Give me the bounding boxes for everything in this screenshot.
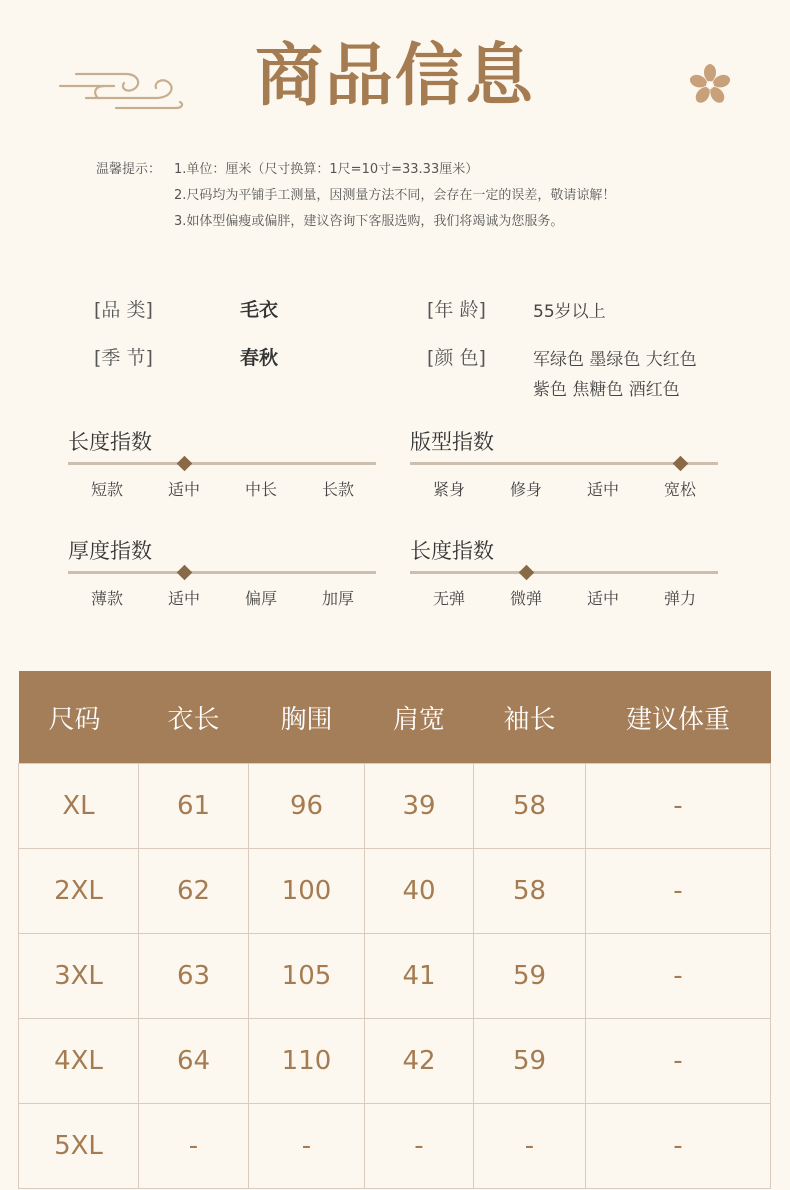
color-value-line-1: 军绿色 墨绿色 大红色: [533, 350, 697, 370]
fit-index-option: 修身: [509, 480, 542, 499]
thickness-index-marker: [176, 565, 192, 581]
table-cell: 96: [249, 764, 365, 849]
table-cell: 64: [139, 1019, 249, 1104]
fit-index-option: 紧身: [432, 480, 465, 499]
table-cell: -: [586, 1104, 771, 1189]
season-value: 春秋: [240, 347, 279, 369]
note-line-2: 2.尺码均为平铺手工测量，因测量方法不同，会存在一定的误差，敬请谅解！: [174, 188, 616, 203]
cloud-swirl-icon: [56, 62, 186, 116]
table-row: [19, 849, 771, 934]
table-header-weight: 建议体重: [586, 671, 771, 764]
color-value-line-2: 紫色 焦糖色 酒红色: [533, 380, 680, 400]
thickness-index-option: 偏厚: [244, 589, 277, 608]
fit-index-option: 宽松: [663, 480, 696, 499]
season-label: [季 节]: [94, 347, 153, 369]
table-cell: -: [249, 1104, 365, 1189]
table-cell: -: [586, 849, 771, 934]
fit-index-marker: [672, 456, 688, 472]
length-index-track: [68, 462, 376, 465]
length-index-option: 短款: [90, 480, 123, 499]
table-cell: 39: [365, 764, 474, 849]
fit-index-title: 版型指数: [410, 430, 494, 454]
table-cell: 59: [474, 934, 586, 1019]
table-header-sleeve: 袖长: [474, 671, 586, 764]
table-cell: 5XL: [19, 1104, 139, 1189]
length-index-option: 长款: [321, 480, 354, 499]
elasticity-index-marker: [518, 565, 534, 581]
thickness-index-option: 薄款: [90, 589, 123, 608]
elasticity-index-option: 无弹: [432, 589, 465, 608]
thickness-index-option: 加厚: [321, 589, 354, 608]
elasticity-index-option: 适中: [586, 589, 619, 608]
table-row: [19, 764, 771, 849]
table-cell: 59: [474, 1019, 586, 1104]
table-cell: -: [586, 1019, 771, 1104]
category-label: [品 类]: [94, 299, 153, 321]
length-index-title: 长度指数: [68, 430, 152, 454]
note-line-1: 1.单位：厘米（尺寸换算：1尺=10寸=33.33厘米）: [174, 162, 479, 177]
length-index-marker: [176, 456, 192, 472]
table-cell: -: [586, 934, 771, 1019]
color-label: [颜 色]: [427, 347, 486, 369]
note-line-3: 3.如体型偏瘦或偏胖，建议咨询下客服选购，我们将竭诚为您服务。: [174, 214, 564, 229]
age-label: [年 龄]: [427, 299, 486, 321]
table-cell: -: [586, 764, 771, 849]
table-cell: 62: [139, 849, 249, 934]
category-value: 毛衣: [240, 299, 279, 321]
table-row: [19, 934, 771, 1019]
table-header-shoulder: 肩宽: [365, 671, 474, 764]
length-index-option: 中长: [244, 480, 277, 499]
table-cell: 4XL: [19, 1019, 139, 1104]
table-cell: -: [139, 1104, 249, 1189]
elasticity-index-track: [410, 571, 718, 574]
page-title: 商品信息: [254, 36, 535, 116]
table-header-length: 衣长: [139, 671, 249, 764]
table-cell: 3XL: [19, 934, 139, 1019]
size-table: [18, 671, 771, 1189]
table-cell: 110: [249, 1019, 365, 1104]
cherry-blossom-icon: [686, 62, 734, 108]
table-cell: -: [474, 1104, 586, 1189]
table-header-row: [19, 671, 771, 764]
table-row: [19, 1019, 771, 1104]
elasticity-index-option: 弹力: [663, 589, 696, 608]
thickness-index-option: 适中: [167, 589, 200, 608]
fit-index-option: 适中: [586, 480, 619, 499]
table-cell: XL: [19, 764, 139, 849]
table-cell: 2XL: [19, 849, 139, 934]
table-header-size: 尺码: [19, 671, 139, 764]
table-cell: 105: [249, 934, 365, 1019]
table-cell: 61: [139, 764, 249, 849]
table-header-bust: 胸围: [249, 671, 365, 764]
length-index-option: 适中: [167, 480, 200, 499]
elasticity-index-option: 微弹: [509, 589, 542, 608]
table-cell: 100: [249, 849, 365, 934]
thickness-index-title: 厚度指数: [68, 539, 152, 563]
table-cell: 58: [474, 764, 586, 849]
table-cell: 58: [474, 849, 586, 934]
thickness-index-track: [68, 571, 376, 574]
notes-prefix: 温馨提示：: [96, 162, 162, 177]
table-cell: 40: [365, 849, 474, 934]
table-cell: -: [365, 1104, 474, 1189]
age-value: 55岁以上: [533, 302, 606, 322]
elasticity-index-title: 长度指数: [410, 539, 494, 563]
table-cell: 41: [365, 934, 474, 1019]
table-cell: 42: [365, 1019, 474, 1104]
table-cell: 63: [139, 934, 249, 1019]
table-row: [19, 1104, 771, 1189]
